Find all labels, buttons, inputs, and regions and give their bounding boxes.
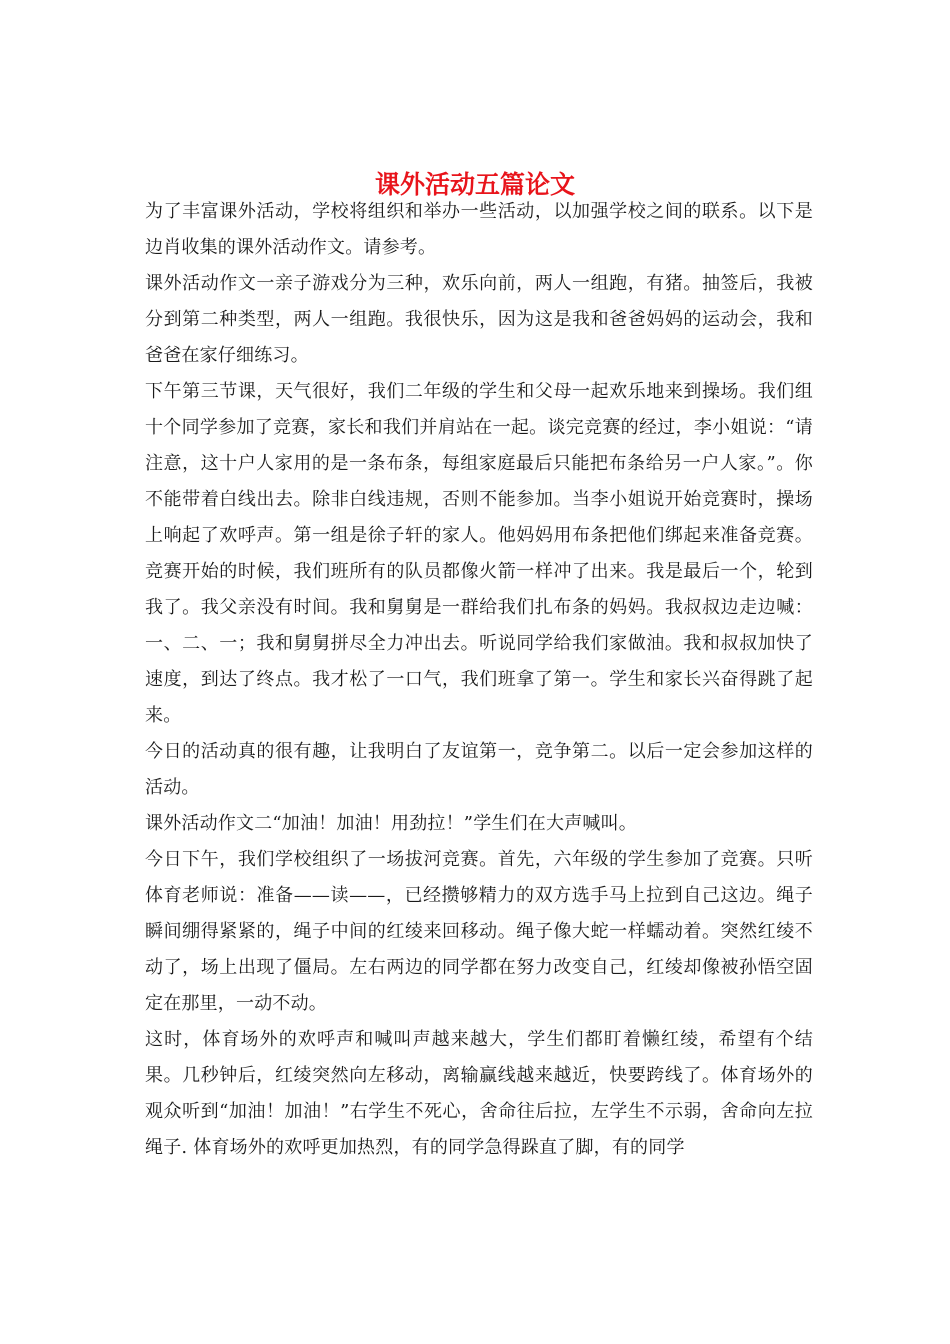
paragraph: 课外活动作文二“加油！加油！用劲拉！”学生们在大声喊叫。 (145, 813, 638, 834)
paragraph: 今日的活动真的很有趣，让我明白了友谊第一，竞争第二。以后一定会参加这样的活动。 (145, 741, 813, 798)
paragraph: 为了丰富课外活动，学校将组织和举办一些活动，以加强学校之间的联系。以下是边肖收集的课外活动作文。请参考。 (145, 201, 813, 258)
paragraph: 这时，体育场外的欢呼声和喊叫声越来越大，学生们都盯着懒红绫，希望有个结果。几秒钟后，红绫突然向左移动，离输赢线越来越近，快要跨线了。体育场外的观众听到“加油！加油！”右学生不死心，舍命往后拉，左学生不示弱，舍命向左拉绳子. 体育场外的欢呼更加热烈，有的同学急得跺直了脚，有的同学 (145, 1029, 813, 1158)
paragraph: 今日下午，我们学校组织了一场拔河竞赛。首先，六年级的学生参加了竞赛。只听体育老师说：准备——读——，已经攒够精力的双方选手马上拉到自己这边。绳子瞬间绷得紧紧的，绳子中间的红绫来回移动。绳子像大蛇一样蠕动着。突然红绫不动了，场上出现了僵局。左右两边的同学都在努力改变自己，红绫却像被孙悟空固定在那里，一动不动。 (145, 849, 813, 1014)
document-body (145, 194, 813, 1166)
paragraph: 下午第三节课，天气很好，我们二年级的学生和父母一起欢乐地来到操场。我们组十个同学参加了竞赛，家长和我们并肩站在一起。谈完竞赛的经过，李小姐说：“请注意，这十户人家用的是一条布条，每组家庭最后只能把布条给另一户人家。”。你不能带着白线出去。除非白线违规，否则不能参加。当李小姐说开始竞赛时，操场上响起了欢呼声。第一组是徐子轩的家人。他妈妈用布条把他们绑起来准备竞赛。竞赛开始的时候，我们班所有的队员都像火箭一样冲了出来。我是最后一个，轮到我了。我父亲没有时间。我和舅舅是一群给我们扎布条的妈妈。我叔叔边走边喊：一、二、一；我和舅舅拼尽全力冲出去。听说同学给我们家做油。我和叔叔加快了速度，到达了终点。我才松了一口气，我们班拿了第一。学生和家长兴奋得跳了起来。 (145, 381, 813, 726)
document-title: 课外活动五篇论文 (374, 169, 575, 199)
paragraph: 课外活动作文一亲子游戏分为三种，欢乐向前，两人一组跑，有猪。抽签后，我被分到第二种类型，两人一组跑。我很快乐，因为这是我和爸爸妈妈的运动会，我和爸爸在家仔细练习。 (145, 273, 813, 366)
